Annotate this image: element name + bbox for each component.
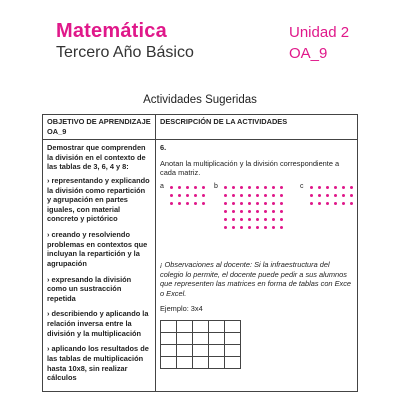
matrix-dot bbox=[310, 186, 313, 189]
matrix-dot bbox=[256, 226, 259, 229]
matrix-dot bbox=[350, 186, 353, 189]
matrix-dot bbox=[280, 202, 283, 205]
matrix-dot bbox=[224, 194, 227, 197]
matrix-dot bbox=[264, 226, 267, 229]
matrix-dot bbox=[272, 226, 275, 229]
matrix-dot bbox=[170, 194, 173, 197]
matrix-dot bbox=[232, 226, 235, 229]
matrix-dot bbox=[248, 226, 251, 229]
matrix-dot bbox=[310, 194, 313, 197]
matrix-dot bbox=[178, 202, 181, 205]
oa-code: OA_9 bbox=[289, 45, 328, 62]
matrix-dot bbox=[318, 202, 321, 205]
col-header-description: DESCRIPCIÓN DE LA ACTIVIDADES bbox=[156, 115, 358, 140]
activity-number: 6. bbox=[160, 143, 167, 152]
col-header-objective: OBJETIVO DE APRENDIZAJE OA_9 bbox=[43, 115, 156, 140]
description-cell bbox=[156, 140, 358, 392]
matrix-dot bbox=[280, 226, 283, 229]
matrix-dot bbox=[264, 218, 267, 221]
matrix-dot bbox=[280, 194, 283, 197]
matrix-dot bbox=[256, 202, 259, 205]
subject-title: Matemática bbox=[56, 20, 167, 42]
matrix-dot bbox=[248, 202, 251, 205]
matrix-dot bbox=[202, 186, 205, 189]
grade-subtitle: Tercero Año Básico bbox=[56, 44, 194, 61]
matrix-dot bbox=[170, 202, 173, 205]
matrix-dot bbox=[342, 186, 345, 189]
matrix-dot bbox=[186, 194, 189, 197]
matrix-dot bbox=[170, 186, 173, 189]
matrix-dot bbox=[224, 210, 227, 213]
matrix-dot bbox=[186, 202, 189, 205]
matrix-dot bbox=[224, 218, 227, 221]
matrix-dot bbox=[240, 202, 243, 205]
matrix-dot bbox=[186, 186, 189, 189]
matrix-dot bbox=[256, 194, 259, 197]
matrix-dot bbox=[342, 202, 345, 205]
example-table-grid bbox=[160, 320, 241, 369]
matrix-dot bbox=[232, 186, 235, 189]
matrix-dot bbox=[178, 186, 181, 189]
unit-label: Unidad 2 bbox=[289, 24, 350, 41]
matrix-dot bbox=[240, 218, 243, 221]
matrix-dot bbox=[194, 194, 197, 197]
objective-item: › creando y resolviendo problemas en contextos que incluyan la repartición y la agrupación bbox=[47, 230, 148, 268]
matrix-label-a: a bbox=[160, 182, 164, 190]
objective-item: › describiendo y aplicando la relación inversa entre la división y la multiplicación bbox=[47, 309, 149, 338]
matrix-dot bbox=[232, 210, 235, 213]
matrix-dot bbox=[240, 186, 243, 189]
matrix-dot bbox=[318, 194, 321, 197]
matrix-dot bbox=[224, 186, 227, 189]
matrix-dot bbox=[342, 194, 345, 197]
matrix-dot bbox=[248, 186, 251, 189]
matrix-dot bbox=[264, 186, 267, 189]
objective-cell bbox=[43, 140, 156, 392]
objective-item: › representando y explicando la división como repartición y agrupación en partes iguales, con material concreto y pictórico bbox=[47, 175, 150, 224]
matrix-dot bbox=[272, 210, 275, 213]
table-row bbox=[43, 140, 358, 392]
matrix-dot bbox=[280, 210, 283, 213]
matrix-dot bbox=[272, 186, 275, 189]
matrix-dot bbox=[334, 194, 337, 197]
matrix-label-b: b bbox=[214, 182, 218, 190]
matrix-dot bbox=[194, 186, 197, 189]
table-header-row bbox=[43, 115, 358, 140]
matrix-dot bbox=[232, 194, 235, 197]
matrix-dot bbox=[240, 210, 243, 213]
matrix-dot bbox=[264, 202, 267, 205]
matrix-dot bbox=[264, 210, 267, 213]
matrix-dot bbox=[194, 202, 197, 205]
matrix-dot bbox=[248, 194, 251, 197]
activities-table bbox=[42, 114, 358, 392]
matrix-dot bbox=[264, 194, 267, 197]
example-label: Ejemplo: 3x4 bbox=[160, 304, 203, 314]
objective-item: › expresando la división como un sustracción repetida bbox=[47, 274, 132, 303]
teacher-note: ¡ Observaciones al docente: Si la infraestructura del colegio lo permite, el docente puede pedir a sus alumnos que representen las matrices en forma de tablas con Exce o Excel. bbox=[160, 259, 352, 298]
matrix-dot bbox=[256, 218, 259, 221]
objective-item: › aplicando los resultados de las tablas de multiplicación hasta 10x8, sin realizar cálculos bbox=[47, 344, 149, 383]
matrix-dot bbox=[280, 218, 283, 221]
matrix-dot bbox=[272, 194, 275, 197]
dot-matrices bbox=[160, 182, 353, 254]
matrix-dot bbox=[350, 194, 353, 197]
activity-instruction: Anotan la multiplicación y la división correspondiente a cada matriz. bbox=[160, 158, 340, 178]
matrix-dot bbox=[256, 210, 259, 213]
matrix-dot bbox=[224, 202, 227, 205]
matrix-dot bbox=[232, 202, 235, 205]
matrix-dot bbox=[248, 210, 251, 213]
matrix-dot bbox=[310, 202, 313, 205]
matrix-dot bbox=[326, 194, 329, 197]
matrix-dot bbox=[202, 202, 205, 205]
matrix-dot bbox=[318, 186, 321, 189]
matrix-dot bbox=[334, 202, 337, 205]
matrix-label-c: c bbox=[300, 182, 304, 190]
matrix-dot bbox=[232, 218, 235, 221]
matrix-dot bbox=[178, 194, 181, 197]
matrix-dot bbox=[326, 186, 329, 189]
section-title: Actividades Sugeridas bbox=[143, 94, 257, 106]
matrix-dot bbox=[240, 194, 243, 197]
matrix-dot bbox=[202, 194, 205, 197]
matrix-dot bbox=[272, 218, 275, 221]
objective-intro: Demostrar que comprenden la división en el contexto de las tablas de 3, 6, 4 y 8: bbox=[47, 143, 146, 172]
matrix-dot bbox=[334, 186, 337, 189]
matrix-dot bbox=[224, 226, 227, 229]
matrix-dot bbox=[240, 226, 243, 229]
matrix-dot bbox=[350, 202, 353, 205]
matrix-dot bbox=[280, 186, 283, 189]
matrix-dot bbox=[326, 202, 329, 205]
matrix-dot bbox=[248, 218, 251, 221]
matrix-dot bbox=[256, 186, 259, 189]
matrix-dot bbox=[272, 202, 275, 205]
